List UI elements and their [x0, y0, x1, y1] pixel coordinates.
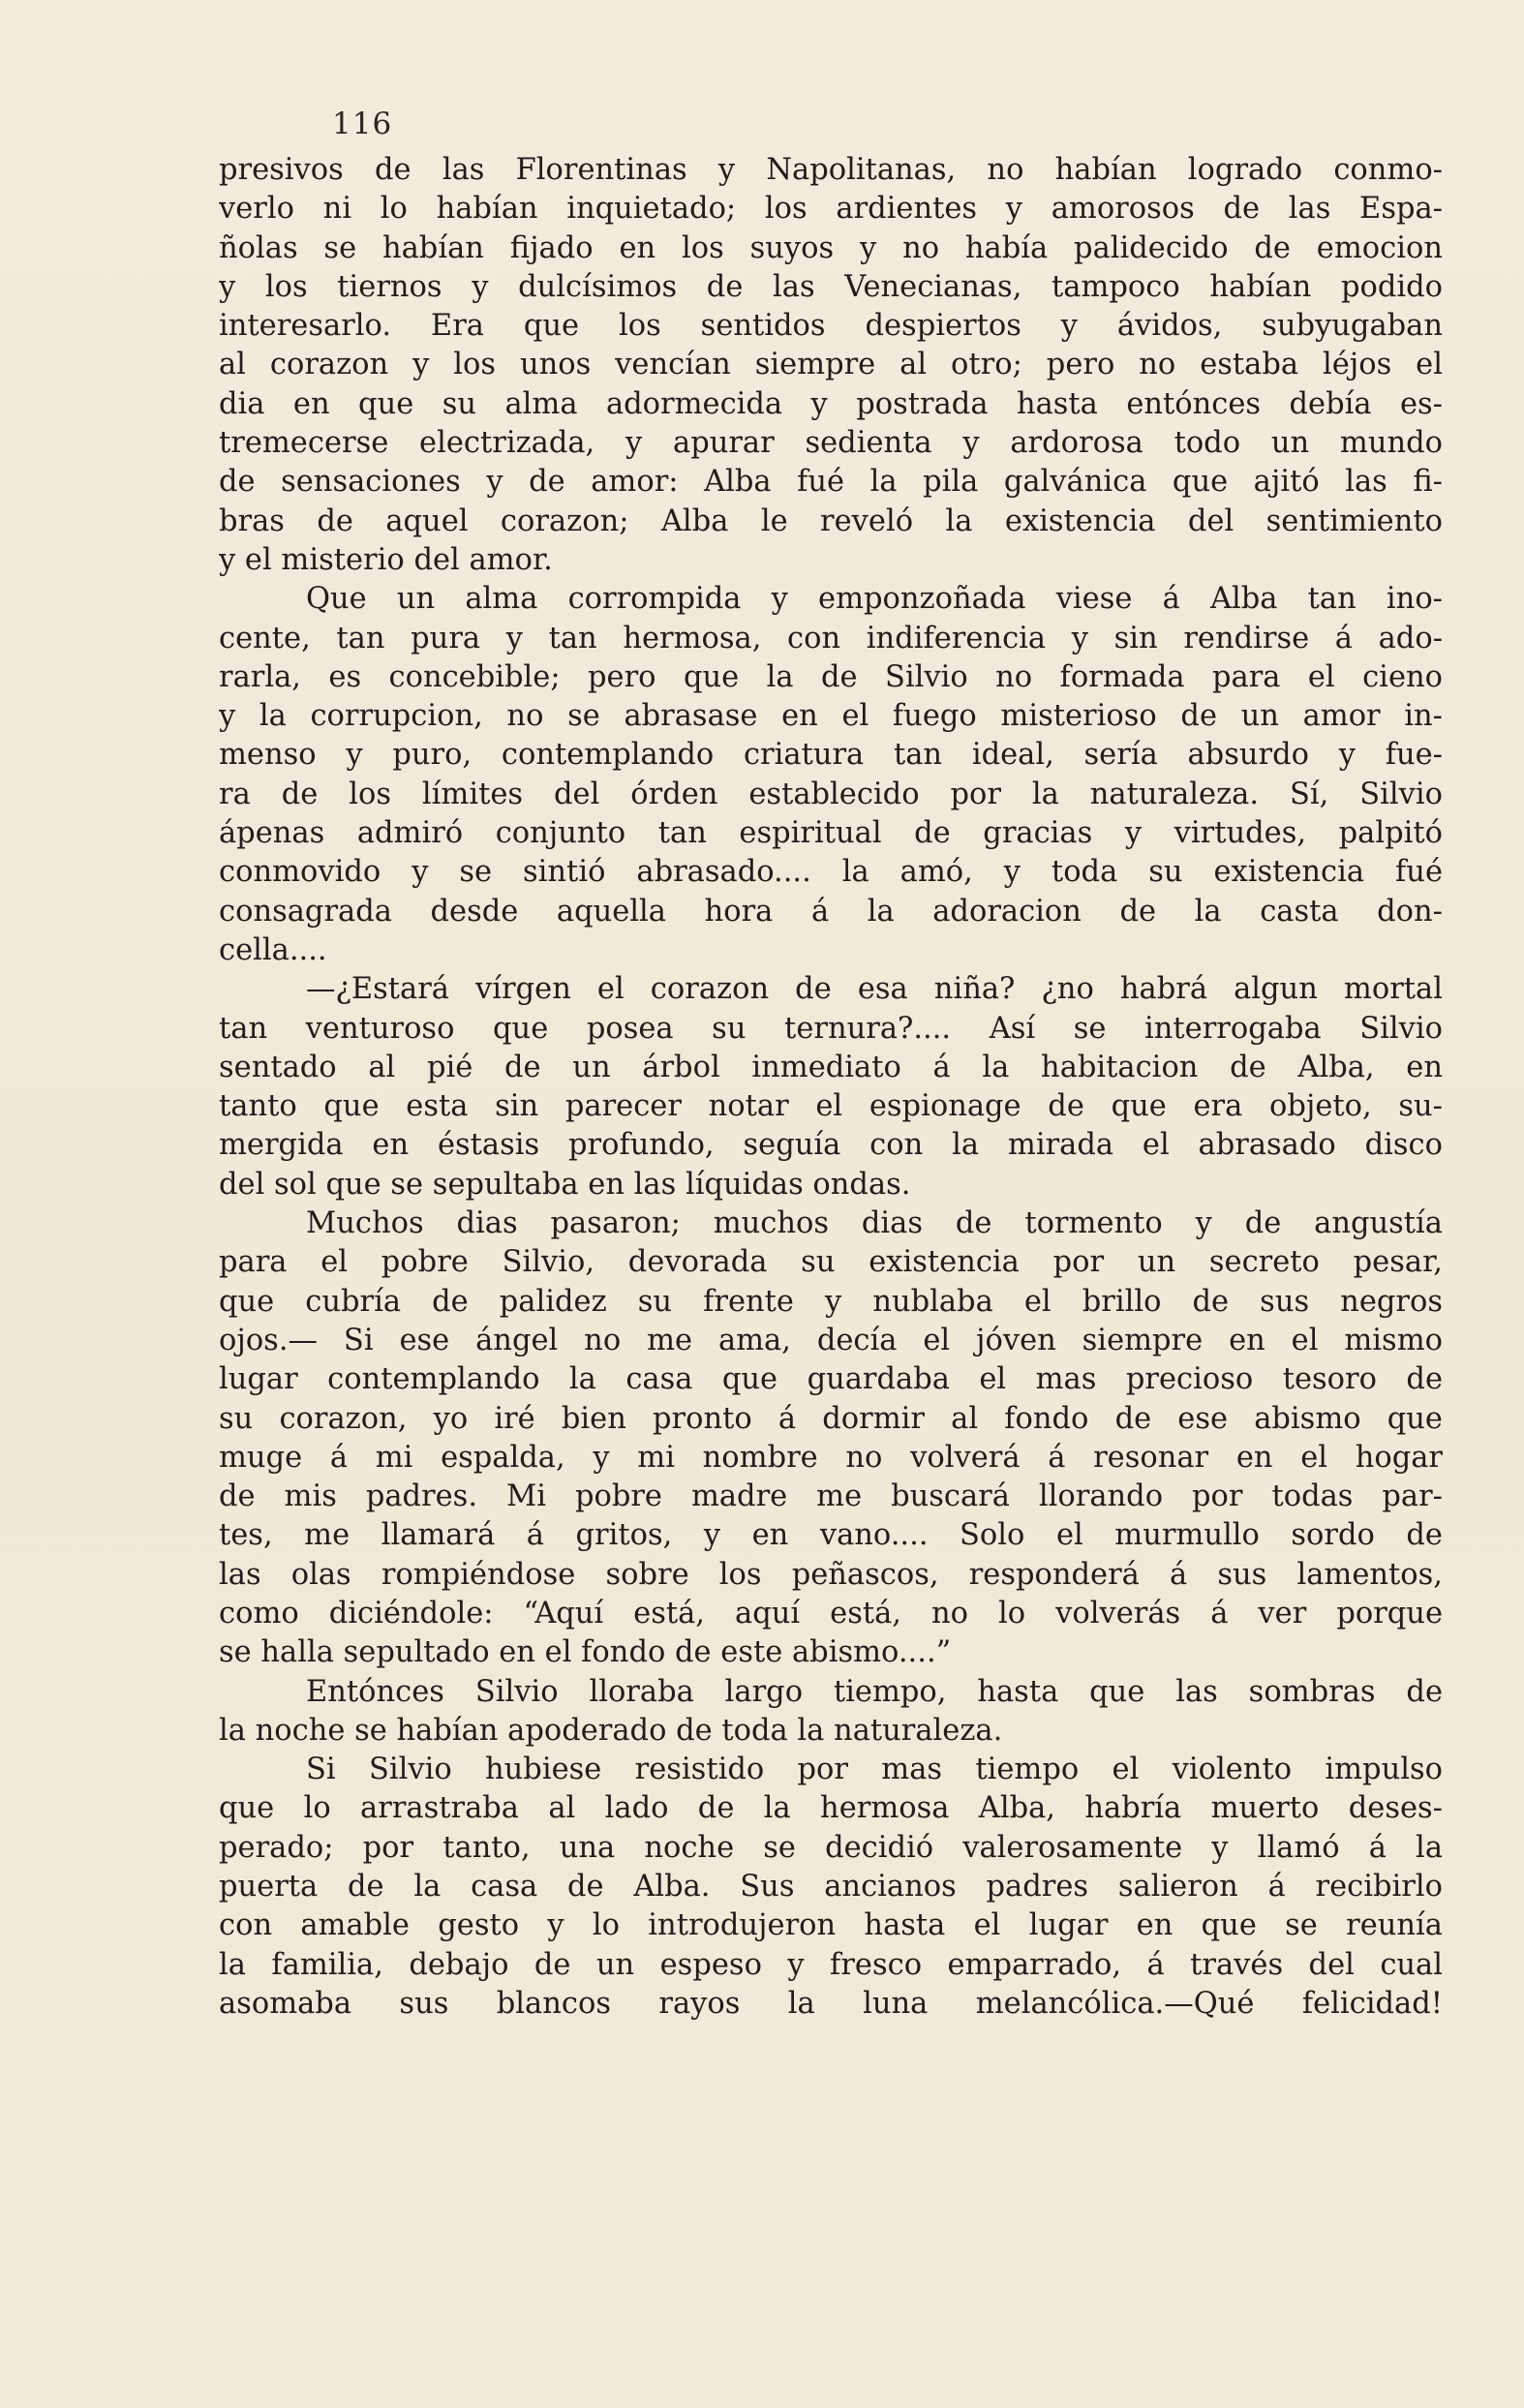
text-line: puerta de la casa de Alba. Sus ancianos padres salieron á recibirlo [219, 1870, 1443, 1905]
text-line: mergida en éstasis profundo, seguía con la mirada el abrasado disco [219, 1128, 1443, 1163]
text-line: tan venturoso que posea su ternura?.... Así se interrogaba Silvio [219, 1011, 1443, 1046]
text-line: y el misterio del amor. [219, 542, 553, 577]
text-line: rarla, es concebible; pero que la de Silvio no formada para el cieno [219, 659, 1443, 694]
text-line: ra de los límites del órden establecido por la naturaleza. Sí, Silvio [219, 777, 1443, 811]
text-line: muge á mi espalda, y mi nombre no volverá á resonar en el hogar [219, 1440, 1443, 1475]
text-line: tes, me llamará á gritos, y en vano.... Solo el murmullo sordo de [219, 1518, 1443, 1553]
text-line: que cubría de palidez su frente y nublaba el brillo de sus negros [219, 1284, 1443, 1319]
text-line: cella.... [219, 932, 327, 967]
text-line: lugar contemplando la casa que guardaba el mas precioso tesoro de [219, 1362, 1443, 1397]
text-line: que lo arrastraba al lado de la hermosa Alba, habría muerto deses- [219, 1791, 1443, 1826]
text-line: cente, tan pura y tan hermosa, con indiferencia y sin rendirse á ado- [219, 621, 1443, 655]
text-line: la noche se habían apoderado de toda la naturaleza. [219, 1713, 1003, 1748]
text-line: y los tiernos y dulcísimos de las Venecianas, tampoco habían podido [219, 269, 1443, 304]
text-line: tanto que esta sin parecer notar el espionage de que era objeto, su- [219, 1089, 1443, 1124]
text-line: y la corrupcion, no se abrasase en el fuego misterioso de un amor in- [219, 699, 1443, 734]
text-line: Muchos dias pasaron; muchos dias de tormento y de angustía [306, 1206, 1443, 1241]
text-line: verlo ni lo habían inquietado; los ardientes y amorosos de las Espa- [219, 192, 1443, 227]
text-line: al corazon y los unos vencían siempre al otro; pero no estaba léjos el [219, 348, 1443, 382]
text-line: tremecerse electrizada, y apurar sedienta y ardorosa todo un mundo [219, 426, 1443, 461]
text-line: presivos de las Florentinas y Napolitanas, no habían logrado conmo- [219, 153, 1443, 187]
page-number: 116 [332, 107, 393, 141]
text-line: Si Silvio hubiese resistido por mas tiempo el violento impulso [306, 1753, 1443, 1787]
text-line: —¿Estará vírgen el corazon de esa niña? ¿no habrá algun mortal [306, 972, 1443, 1007]
text-line: las olas rompiéndose sobre los peñascos, responderá á sus lamentos, [219, 1557, 1443, 1592]
text-line: del sol que se sepultaba en las líquidas ondas. [219, 1167, 911, 1202]
text-line: su corazon, yo iré bien pronto á dormir al fondo de ese abismo que [219, 1401, 1443, 1436]
text-line: asomaba sus blancos rayos la luna melancólica.—Qué felicidad! [219, 1986, 1443, 2021]
text-line: interesarlo. Era que los sentidos despiertos y ávidos, subyugaban [219, 309, 1443, 344]
text-line: con amable gesto y lo introdujeron hasta el lugar en que se reunía [219, 1908, 1443, 1943]
text-line: perado; por tanto, una noche se decidió valerosamente y llamó á la [219, 1830, 1443, 1865]
text-line: dia en que su alma adormecida y postrada hasta entónces debía es- [219, 386, 1443, 421]
text-line: conmovido y se sintió abrasado.... la amó, y toda su existencia fué [219, 855, 1443, 890]
text-line: ñolas se habían fijado en los suyos y no había palidecido de emocion [219, 230, 1443, 265]
text-line: ápenas admiró conjunto tan espiritual de gracias y virtudes, palpitó [219, 816, 1443, 851]
text-line: bras de aquel corazon; Alba le reveló la existencia del sentimiento [219, 503, 1443, 538]
text-line: la familia, debajo de un espeso y fresco emparrado, á través del cual [219, 1947, 1443, 1982]
text-line: ojos.— Si ese ángel no me ama, decía el jóven siempre en el mismo [219, 1323, 1443, 1357]
text-line: se halla sepultado en el fondo de este abismo....” [219, 1635, 952, 1670]
text-line: Entónces Silvio lloraba largo tiempo, hasta que las sombras de [306, 1674, 1443, 1709]
text-line: sentado al pié de un árbol inmediato á la habitacion de Alba, en [219, 1050, 1443, 1084]
text-line: de sensaciones y de amor: Alba fué la pila galvánica que ajitó las fi- [219, 465, 1443, 500]
text-line: para el pobre Silvio, devorada su existencia por un secreto pesar, [219, 1245, 1443, 1280]
text-line: como diciéndole: “Aquí está, aquí está, no lo volverás á ver porque [219, 1596, 1443, 1631]
text-line: consagrada desde aquella hora á la adoracion de la casta don- [219, 894, 1443, 929]
text-line: menso y puro, contemplando criatura tan ideal, sería absurdo y fue- [219, 738, 1443, 773]
text-line: Que un alma corrompida y emponzoñada viese á Alba tan ino- [306, 582, 1443, 617]
body-text [219, 151, 1443, 2024]
text-line: de mis padres. Mi pobre madre me buscará llorando por todas par- [219, 1479, 1443, 1514]
